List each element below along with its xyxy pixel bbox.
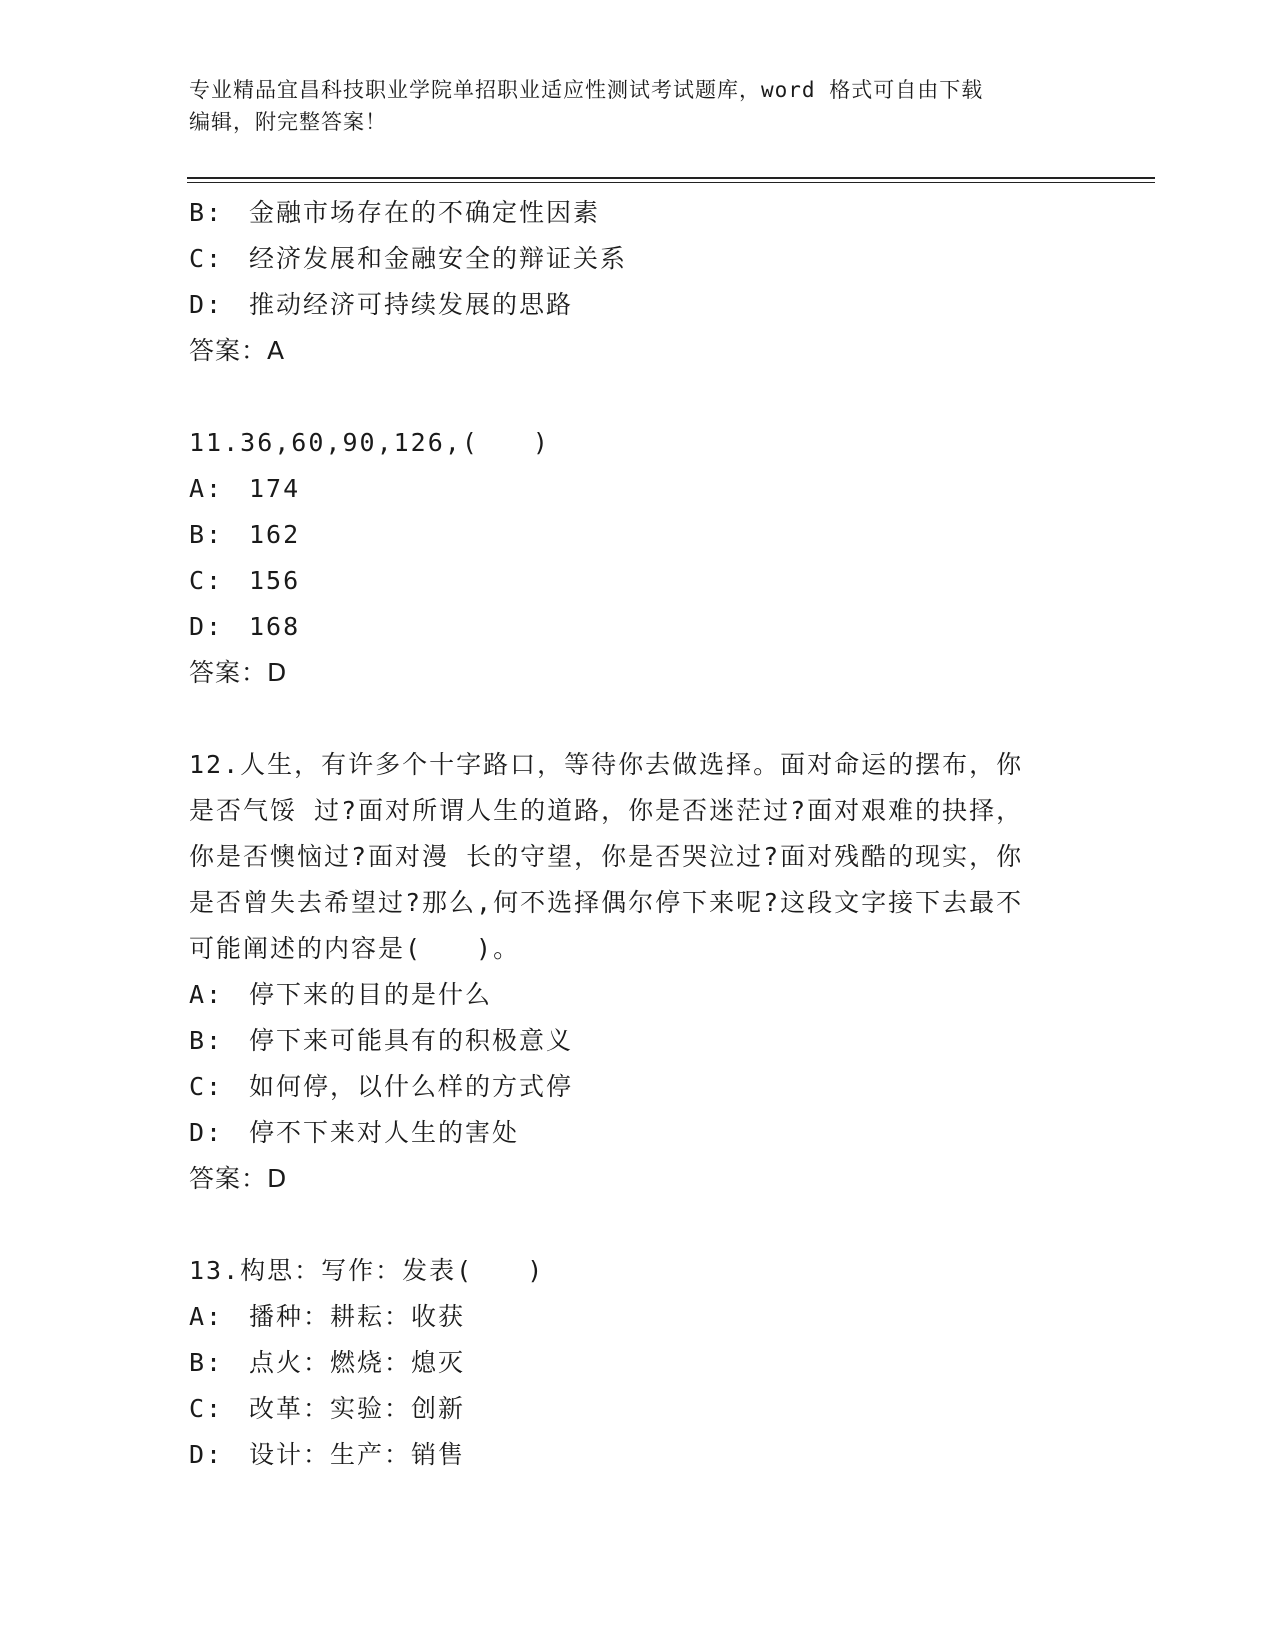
option-text: 推动经济可持续发展的思路 xyxy=(249,290,574,319)
option-a xyxy=(189,1294,1089,1340)
option-letter: C: xyxy=(189,1394,224,1423)
question-10 xyxy=(189,190,1089,374)
option-text: 金融市场存在的不确定性因素 xyxy=(249,198,601,227)
stem-line: 你是否懊恼过?面对漫 长的守望，你是否哭泣过?面对残酷的现实，你 xyxy=(189,842,1024,871)
option-letter: B: xyxy=(189,198,224,227)
option-text: 如何停，以什么样的方式停 xyxy=(249,1072,574,1101)
option-letter: B: xyxy=(189,1026,224,1055)
option-letter: D: xyxy=(189,290,224,319)
question-stem: 11.36,60,90,126,( ) xyxy=(189,428,550,457)
option-d xyxy=(189,1110,1089,1156)
spacer xyxy=(189,696,1089,742)
option-c xyxy=(189,1064,1089,1110)
option-c xyxy=(189,1386,1089,1432)
spacer xyxy=(189,1202,1089,1248)
option-letter: D: xyxy=(189,1118,224,1147)
option-text: 设计：生产：销售 xyxy=(249,1440,466,1469)
option-c xyxy=(189,558,1089,604)
question-13 xyxy=(189,1248,1089,1478)
question-11 xyxy=(189,420,1089,696)
option-b xyxy=(189,1018,1089,1064)
answer-line: 答案：A xyxy=(189,336,286,365)
option-b xyxy=(189,1340,1089,1386)
option-letter: C: xyxy=(189,244,224,273)
answer-line: 答案：D xyxy=(189,658,288,687)
option-d xyxy=(189,282,1089,328)
header-line-1: 专业精品宜昌科技职业学院单招职业适应性测试考试题库，word 格式可自由下载 xyxy=(189,78,984,102)
header-divider-thin xyxy=(187,182,1155,183)
option-letter: A: xyxy=(189,474,224,503)
stem-line: 是否曾失去希望过?那么,何不选择偶尔停下来呢?这段文字接下去最不 xyxy=(189,888,1024,917)
option-a xyxy=(189,466,1089,512)
spacer xyxy=(189,374,1089,420)
option-letter: D: xyxy=(189,612,224,641)
option-b xyxy=(189,190,1089,236)
header-line-2: 编辑，附完整答案！ xyxy=(189,110,387,134)
stem-line: 12.人生，有许多个十字路口，等待你去做选择。面对命运的摆布，你 xyxy=(189,750,1024,779)
option-text: 停下来的目的是什么 xyxy=(249,980,493,1009)
option-d xyxy=(189,1432,1089,1478)
option-c xyxy=(189,236,1089,282)
option-d xyxy=(189,604,1089,650)
option-text: 156 xyxy=(249,566,301,595)
option-text: 播种：耕耘：收获 xyxy=(249,1302,466,1331)
option-letter: D: xyxy=(189,1440,224,1469)
option-letter: B: xyxy=(189,1348,224,1377)
option-text: 162 xyxy=(249,520,301,549)
question-stem: 13.构思：写作：发表( ) xyxy=(189,1256,545,1285)
answer-line: 答案：D xyxy=(189,1164,288,1193)
option-text: 停下来可能具有的积极意义 xyxy=(249,1026,574,1055)
option-text: 经济发展和金融安全的辩证关系 xyxy=(249,244,628,273)
question-stem xyxy=(189,742,1089,972)
option-letter: B: xyxy=(189,520,224,549)
header-divider-thick xyxy=(187,177,1155,179)
option-text: 改革：实验：创新 xyxy=(249,1394,466,1423)
option-letter: A: xyxy=(189,980,224,1009)
option-text: 点火：燃烧：熄灭 xyxy=(249,1348,466,1377)
stem-line: 可能阐述的内容是( )。 xyxy=(189,934,521,963)
question-content xyxy=(189,190,1089,1478)
option-letter: A: xyxy=(189,1302,224,1331)
option-a xyxy=(189,972,1089,1018)
document-header xyxy=(189,74,1069,138)
option-text: 174 xyxy=(249,474,301,503)
option-letter: C: xyxy=(189,566,224,595)
option-text: 停不下来对人生的害处 xyxy=(249,1118,520,1147)
option-b xyxy=(189,512,1089,558)
question-12 xyxy=(189,742,1089,1202)
option-letter: C: xyxy=(189,1072,224,1101)
stem-line: 是否气馁 过?面对所谓人生的道路，你是否迷茫过?面对艰难的抉择， xyxy=(189,796,1024,825)
option-text: 168 xyxy=(249,612,301,641)
